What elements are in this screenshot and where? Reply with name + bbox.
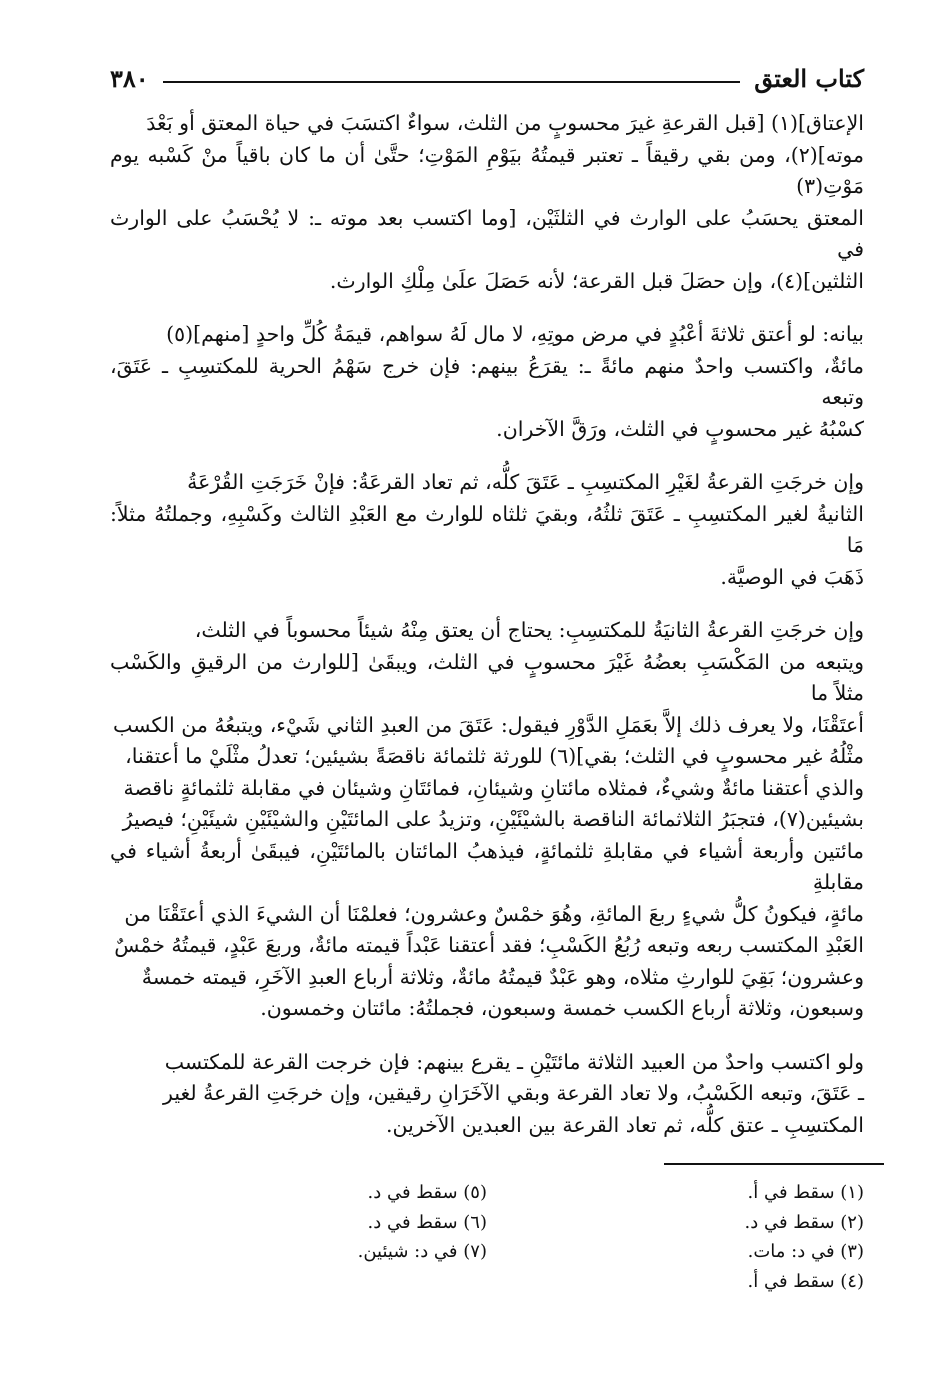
paragraph <box>110 615 864 1025</box>
text-line: كسْبُهُ غير محسوبٍ في الثلث، ورَقَّ الآخران. <box>496 416 864 441</box>
text-line: موته](٢)، ومن بقي رقيقاً ـ تعتبر قيمتُهُ بيَوْمِ المَوْتِ؛ حتَّىٰ أن ما كان باقياً منْ كَسْبه يوم مَوْتِ(٣) <box>110 142 864 198</box>
text-line: بيانه: لو أعتق ثلاثةَ أعْبُدٍ في مرض موتِهِ، لا مال لَهُ سواهم، قيمَةُ كُلِّ واحدٍ [منهم](٥) <box>166 322 864 346</box>
main-text <box>110 108 864 1163</box>
footnotes-left-column <box>110 1178 487 1296</box>
text-line: الإعتاق](١) [قبل القرعةِ غيرَ محسوبٍ من الثلث، سواءٌ اكتسَبَ في حياة المعتق أو بَعْدَ <box>146 111 864 135</box>
text-line: والذي أعتقنا مائةٌ وشيءٌ، فمثلاه مائتانِ وشيئانِ، فمائتَانِ وشيئان في مقابلة ثلثمائةٍ ناقصة <box>123 775 864 800</box>
text-line: المعتق يحسَبُ على الوارث في الثلثَيْن، [وما اكتسب بعد موته ـ: لا يُحْسَبُ على الوارث في <box>110 205 864 261</box>
footnotes-right-column <box>487 1178 864 1296</box>
paragraph <box>110 467 864 593</box>
footnote: (٤) سقط في أ. <box>747 1270 864 1292</box>
text-line: وإن خرجَتِ القرعةُ لغَيْرِ المكتسِبِ ـ عَتَقَ كلُّه، ثم تعاد القرعَةُ: فإنْ خَرَجَتِ القُرْعَةُ <box>187 470 864 494</box>
footnotes <box>110 1178 864 1296</box>
text-line: ـ عَتَقَ، وتبعه الكَسْبُ، ولا تعاد القرعة وبقي الآخَرَانِ رقيقين، وإن خرجَتِ القرعةُ لغير <box>163 1081 864 1105</box>
text-line: ولو اكتسب واحدٌ من العبيد الثلاثة مائتَيْنِ ـ يقرع بينهم: فإن خرجت القرعة للمكتسب <box>164 1049 864 1074</box>
paragraph <box>110 319 864 445</box>
text-line: الثانيةُ لغير المكتسِبِ ـ عَتَقَ ثلثُهُ، وبقيَ ثلثاه للوارث مع العَبْدِ الثالث وكَسْبِهِ، وجملتُهُ مثلاً: مَا <box>110 501 864 557</box>
text-line: وسبعون، وثلاثة أرباع الكسب خمسة وسبعون، فجملتُهُ: مائتان وخمسون. <box>260 996 864 1020</box>
text-line: مثْلُهُ غير محسوبٍ في الثلث؛ بقي](٦) للورثة ثلثمائة ناقصَةً بشيئين؛ تعدلُ مثْلَيْ ما أعتقنا، <box>125 744 864 768</box>
footnote: (٢) سقط في د. <box>744 1211 864 1233</box>
header-rule <box>163 81 741 83</box>
text-line: أعتَقْنَا، ولا يعرف ذلك إلاَّ بعَمَلِ الدَّوْرِ فيقول: عَتَقَ من العبدِ الثاني شَيْء، ويتبعُهُ من الكسب <box>113 712 864 737</box>
footnote: (٣) في د: مات. <box>747 1241 864 1262</box>
text-line: مائةٍ، فيكونُ كلُّ شيءٍ ربعَ المائةِ، وهُوَ خمْسٌ وعشرون؛ فعلمْنَا أن الشيءَ الذي أعتَقْنَا من <box>124 901 864 926</box>
running-title: كتاب العتق <box>754 63 864 93</box>
footnote: (٥) سقط في د. <box>367 1182 487 1203</box>
page-number: ٣٨٠ <box>110 63 149 93</box>
text-line: وعشرون؛ بَقِيَ للوارثِ مثلاه، وهو عَبْدٌ قيمتُهُ مائةٌ، وثلاثة أرباع العبدِ الآخَرِ، قيمته خمسةٌ <box>141 964 864 989</box>
footnote: (٦) سقط في د. <box>367 1211 487 1233</box>
paragraph <box>110 1047 864 1142</box>
text-line: مائتين وأربعة أشياء في مقابلةِ ثلثمائةٍ، فيذهبُ المائتان بالمائتَيْنِ، فيبقَىٰ أربعةُ أشياء في مقابلةِ <box>110 838 864 894</box>
footnote: (١) سقط في أ. <box>747 1182 864 1203</box>
text-line: ويتبعه من المَكْسَبِ بعضُهُ غَيْرَ محسوبٍ في الثلث، ويبقَىٰ [للوارث من الرقيقِ والكَسْب مثلاً ما <box>110 649 864 705</box>
text-line: مائةٌ، واكتسب واحدٌ منهم مائةً ـ: يقرَعُ بينهم: فإن خرج سَهْمُ الحرية للمكتسِبِ ـ عَتَقَ، وتبعه <box>110 353 864 409</box>
text-line: ذَهَبَ في الوصيَّة. <box>720 564 864 589</box>
text-line: وإن خرجَتِ القرعةُ الثانيَةُ للمكتسِبِ: يحتاج أن يعتق مِنْهُ شيئاً محسوباً في الثلث، <box>194 618 864 642</box>
footnote: (٧) في د: شيئين. <box>357 1241 487 1262</box>
text-line: الثلثين](٤)، وإن حصَلَ قبل القرعة؛ لأنه حَصَلَ علَىٰ مِلْكِ الوارث. <box>329 268 864 293</box>
page-header <box>110 58 864 98</box>
paragraph <box>110 108 864 297</box>
text-line: المكتسِبِ ـ عتق كلُّه، ثم تعاد القرعة بين العبدين الآخرين. <box>386 1112 864 1137</box>
text-line: بشيئين(٧)، فتجبَرُ الثلاثمائة الناقصة بالشيْئَيْنِ، وتزيدُ على المائتَيْنِ والشيْئَيْنِ شيئَيْنِ؛ فيصيرُ <box>122 807 864 831</box>
text-line: العَبْدِ المكتسب ربعه وتبعه رُبُعُ الكَسْبِ؛ فقد أعتقنا عَبْداً قيمته مائةٌ، وربعَ عَبْدٍ، قيمتُهُ خمْسٌ <box>114 933 864 957</box>
footnote-separator <box>664 1163 884 1165</box>
